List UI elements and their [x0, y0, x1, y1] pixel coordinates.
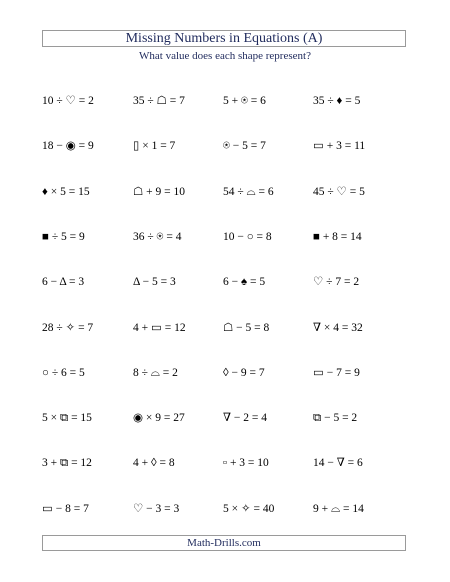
equation-cell: 5 + ⍟ = 6: [223, 95, 266, 107]
equation-cell: ☖ − 5 = 8: [223, 321, 270, 334]
equation-cell: ∇ − 2 = 4: [223, 412, 268, 425]
footer-box: [42, 535, 406, 551]
equation-cell: 6 − Δ = 3: [42, 276, 85, 289]
equation-cell: ◉ × 9 = 27: [133, 412, 185, 425]
worksheet-title: Missing Numbers in Equations (A): [125, 30, 323, 46]
footer-text: Math-Drills.com: [187, 537, 261, 549]
equation-cell: 9 + ⌓ = 14: [313, 502, 364, 515]
equation-cell: 3 + ⧉ = 12: [42, 457, 92, 470]
equation-cell: 35 ÷ ☖ = 7: [133, 95, 185, 107]
equation-cell: Δ − 5 = 3: [133, 276, 176, 289]
equation-cell: 4 + ▭ = 12: [133, 321, 186, 334]
equation-cell: ■ + 8 = 14: [313, 230, 362, 243]
equation-cell: ○ ÷ 6 = 5: [42, 366, 85, 379]
equation-cell: ♡ ÷ 7 = 2: [313, 276, 360, 289]
equation-cell: ▫ + 3 = 10: [223, 457, 269, 470]
equation-cell: 8 ÷ ⌓ = 2: [133, 366, 178, 379]
equation-cell: ◊ − 9 = 7: [223, 366, 265, 379]
equation-cell: 36 ÷ ⍟ = 4: [133, 230, 182, 243]
equation-cell: 54 ÷ ⌓ = 6: [223, 185, 274, 198]
equation-cell: ▭ + 3 = 11: [313, 140, 366, 153]
equation-cell: 6 − ♠ = 5: [223, 276, 266, 289]
worksheet-subtitle: What value does each shape represent?: [139, 50, 311, 62]
equation-cell: ☖ + 9 = 10: [133, 185, 186, 198]
equation-cell: ▭ − 7 = 9: [313, 366, 360, 379]
equation-cell: 35 ÷ ♦ = 5: [313, 95, 361, 107]
equation-cell: 5 × ⧉ = 15: [42, 412, 92, 425]
equation-cell: 5 × ✧ = 40: [223, 502, 275, 515]
equation-cell: 10 − ○ = 8: [223, 230, 272, 243]
equation-cell: 45 ÷ ♡ = 5: [313, 185, 365, 198]
equation-cell: 28 ÷ ✧ = 7: [42, 321, 94, 334]
equation-cell: ⧉ − 5 = 2: [313, 412, 358, 425]
equation-cell: 10 ÷ ♡ = 2: [42, 95, 94, 107]
equation-cell: ■ ÷ 5 = 9: [42, 230, 85, 243]
equation-cell: ∇ × 4 = 32: [313, 321, 363, 334]
equation-cell: ▯ × 1 = 7: [133, 140, 176, 153]
equation-cell: ▭ − 8 = 7: [42, 502, 89, 515]
equation-cell: 4 + ◊ = 8: [133, 457, 175, 470]
equation-cell: ♦ × 5 = 15: [42, 185, 90, 198]
equation-cell: 18 − ◉ = 9: [42, 140, 94, 153]
equation-cell: ♡ − 3 = 3: [133, 502, 180, 515]
equation-cell: 14 − ∇ = 6: [313, 457, 363, 470]
equation-cell: ⍟ − 5 = 7: [223, 140, 266, 153]
